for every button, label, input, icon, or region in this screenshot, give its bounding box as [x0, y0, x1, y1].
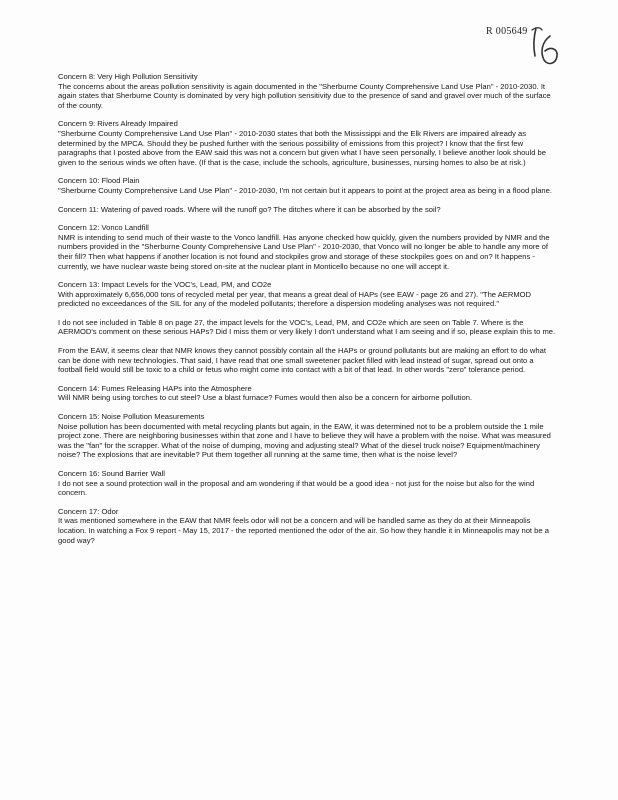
concern-section — [58, 507, 556, 545]
handwritten-mark-icon — [520, 22, 566, 72]
concern-section — [58, 72, 556, 110]
concern-paragraph: "Sherburne County Comprehensive Land Use Plan" - 2010-2030, I'm not certain but it appears to point at the project area as being in a flood plane. — [58, 185, 552, 195]
concern-title: Concern 17: Odor — [58, 506, 119, 516]
concern-title: Concern 9: Rivers Already Impaired — [58, 119, 178, 129]
concern-section — [58, 280, 556, 375]
concern-section — [58, 176, 556, 195]
bates-number: R 005649 — [486, 26, 528, 37]
concern-title: Concern 16: Sound Barrier Wall — [58, 469, 165, 478]
concern-paragraph: NMR is intending to send much of their waste to the Vonco landfill. Has anyone checked how quickly, given the numbers provided by NMR and the numbers provided in the "Sherburne County Comprehensive Land Use Plan" - 2010-2030, that Vonco will no longer be able to handle any more of their fill? Then what happens if another location is not found and stockpiles grow and storage of these stockpiles goes on and on? It happens - currently, we have nuclear waste being stored on-site at the nuclear plant in Monticello because no one will accept it. — [58, 232, 550, 271]
concern-section — [58, 223, 556, 271]
concern-paragraph: Noise pollution has been documented with metal recycling plants but again, in the EAW, it was determined not to be a problem outside the 1 mile project zone. There are neighboring businesses within that zone and I have to believe they will have a problem with the noise. What was measured was the "fan" for the scrapper. What of the noise of dumping, moving and adjusting steal? What of the diesel truck noise? Equipment/machinery noise? The explosions that are inevitable? Put them together all running at the same time, then what is the noise level? — [58, 421, 551, 460]
concern-section — [58, 119, 556, 167]
concern-title: Concern 10: Flood Plain — [58, 176, 140, 186]
concern-section — [58, 384, 556, 403]
concern-paragraph: From the EAW, it seems clear that NMR knows they cannot possibly contain all the HAPs or ground pollutants but are making an effort to do what can be done with new technologies. That said, I have read that one small sweetener packet filled with lead instead of sugar, spread out onto a football field would still be toxic to a child or fetus who might come into contact with a bit of that lead. In other words "zero" tolerance period. — [58, 346, 546, 375]
concern-title: Concern 15: Noise Pollution Measurements — [58, 412, 205, 422]
concern-paragraph: The concerns about the areas pollution sensitivity is again documented in the "Sherburne County Comprehensive Land Use Plan" - 2010-2030. It again states that Sherburne County is dominated by very high pollution sensitivity due to the presence of sand and gravel over much of the surface of the county. — [58, 81, 551, 110]
concern-title: Concern 13: Impact Levels for the VOC's, Lead, PM, and CO2e — [58, 280, 272, 290]
concern-paragraph: Will NMR being using torches to cut steel? Use a blast furnace? Fumes would then also be a concern for airborne pollution. — [58, 393, 473, 403]
concern-title: Concern 12: Vonco Landfill — [58, 223, 149, 233]
concern-paragraph: I do not see included in Table 8 on page 27, the impact levels for the VOC's, Lead, PM, and CO2e which are seen on Table 7. Where is the AERMOD's comment on these serious HAPs? Did I miss them or very likely I don't understand what I am seeing and if so, please explain this to me. — [58, 317, 556, 337]
concern-paragraph: It was mentioned somewhere in the EAW that NMR feels odor will not be a concern and will be handled same as they do at their Minneapolis location. In watching a Fox 9 report - May 15, 2017 - the reported mentioned the odor of the air. So how they handle it in Minneapolis may not be a good way? — [58, 516, 549, 545]
concern-title: Concern 8: Very High Pollution Sensitivity — [58, 72, 198, 81]
concern-section — [58, 469, 556, 498]
concern-paragraph: With approximately 6,656,000 tons of recycled metal per year, that means a great deal of HAPs (see EAW - page 26 and 27). "The AERMOD predicted no exceedances of the SIL for any of the modeled pollutants; therefore a dispersion modeling analyses was not required." — [58, 289, 532, 309]
concern-paragraph: I do not see a sound protection wall in the proposal and am wondering if that would be a good idea - not just for the noise but also for the wind concern. — [58, 478, 535, 498]
document-body — [58, 72, 556, 554]
concern-section — [58, 205, 556, 215]
concern-title: Concern 11: Watering of paved roads. Where will the runoff go? The ditches where it can be absorbed by the soil? — [58, 204, 441, 214]
concern-title: Concern 14: Fumes Releasing HAPs into the Atmosphere — [58, 383, 252, 393]
concern-paragraph: "Sherburne County Comprehensive Land Use Plan" - 2010-2030 states that both the Mississippi and the Elk Rivers are impaired already as determined by the MPCA. Should they be pushed further with the serious possibility of emissions from this project? I know that the first few paragraphs that I posted above from the EAW said this was not a concern but given what I have seen personally, I believe another look should be given to the serious winds we often have. (If that is the case, include the schools, agriculture, businesses, nursing homes to also be at risk.) — [58, 128, 546, 167]
concern-section — [58, 412, 556, 460]
